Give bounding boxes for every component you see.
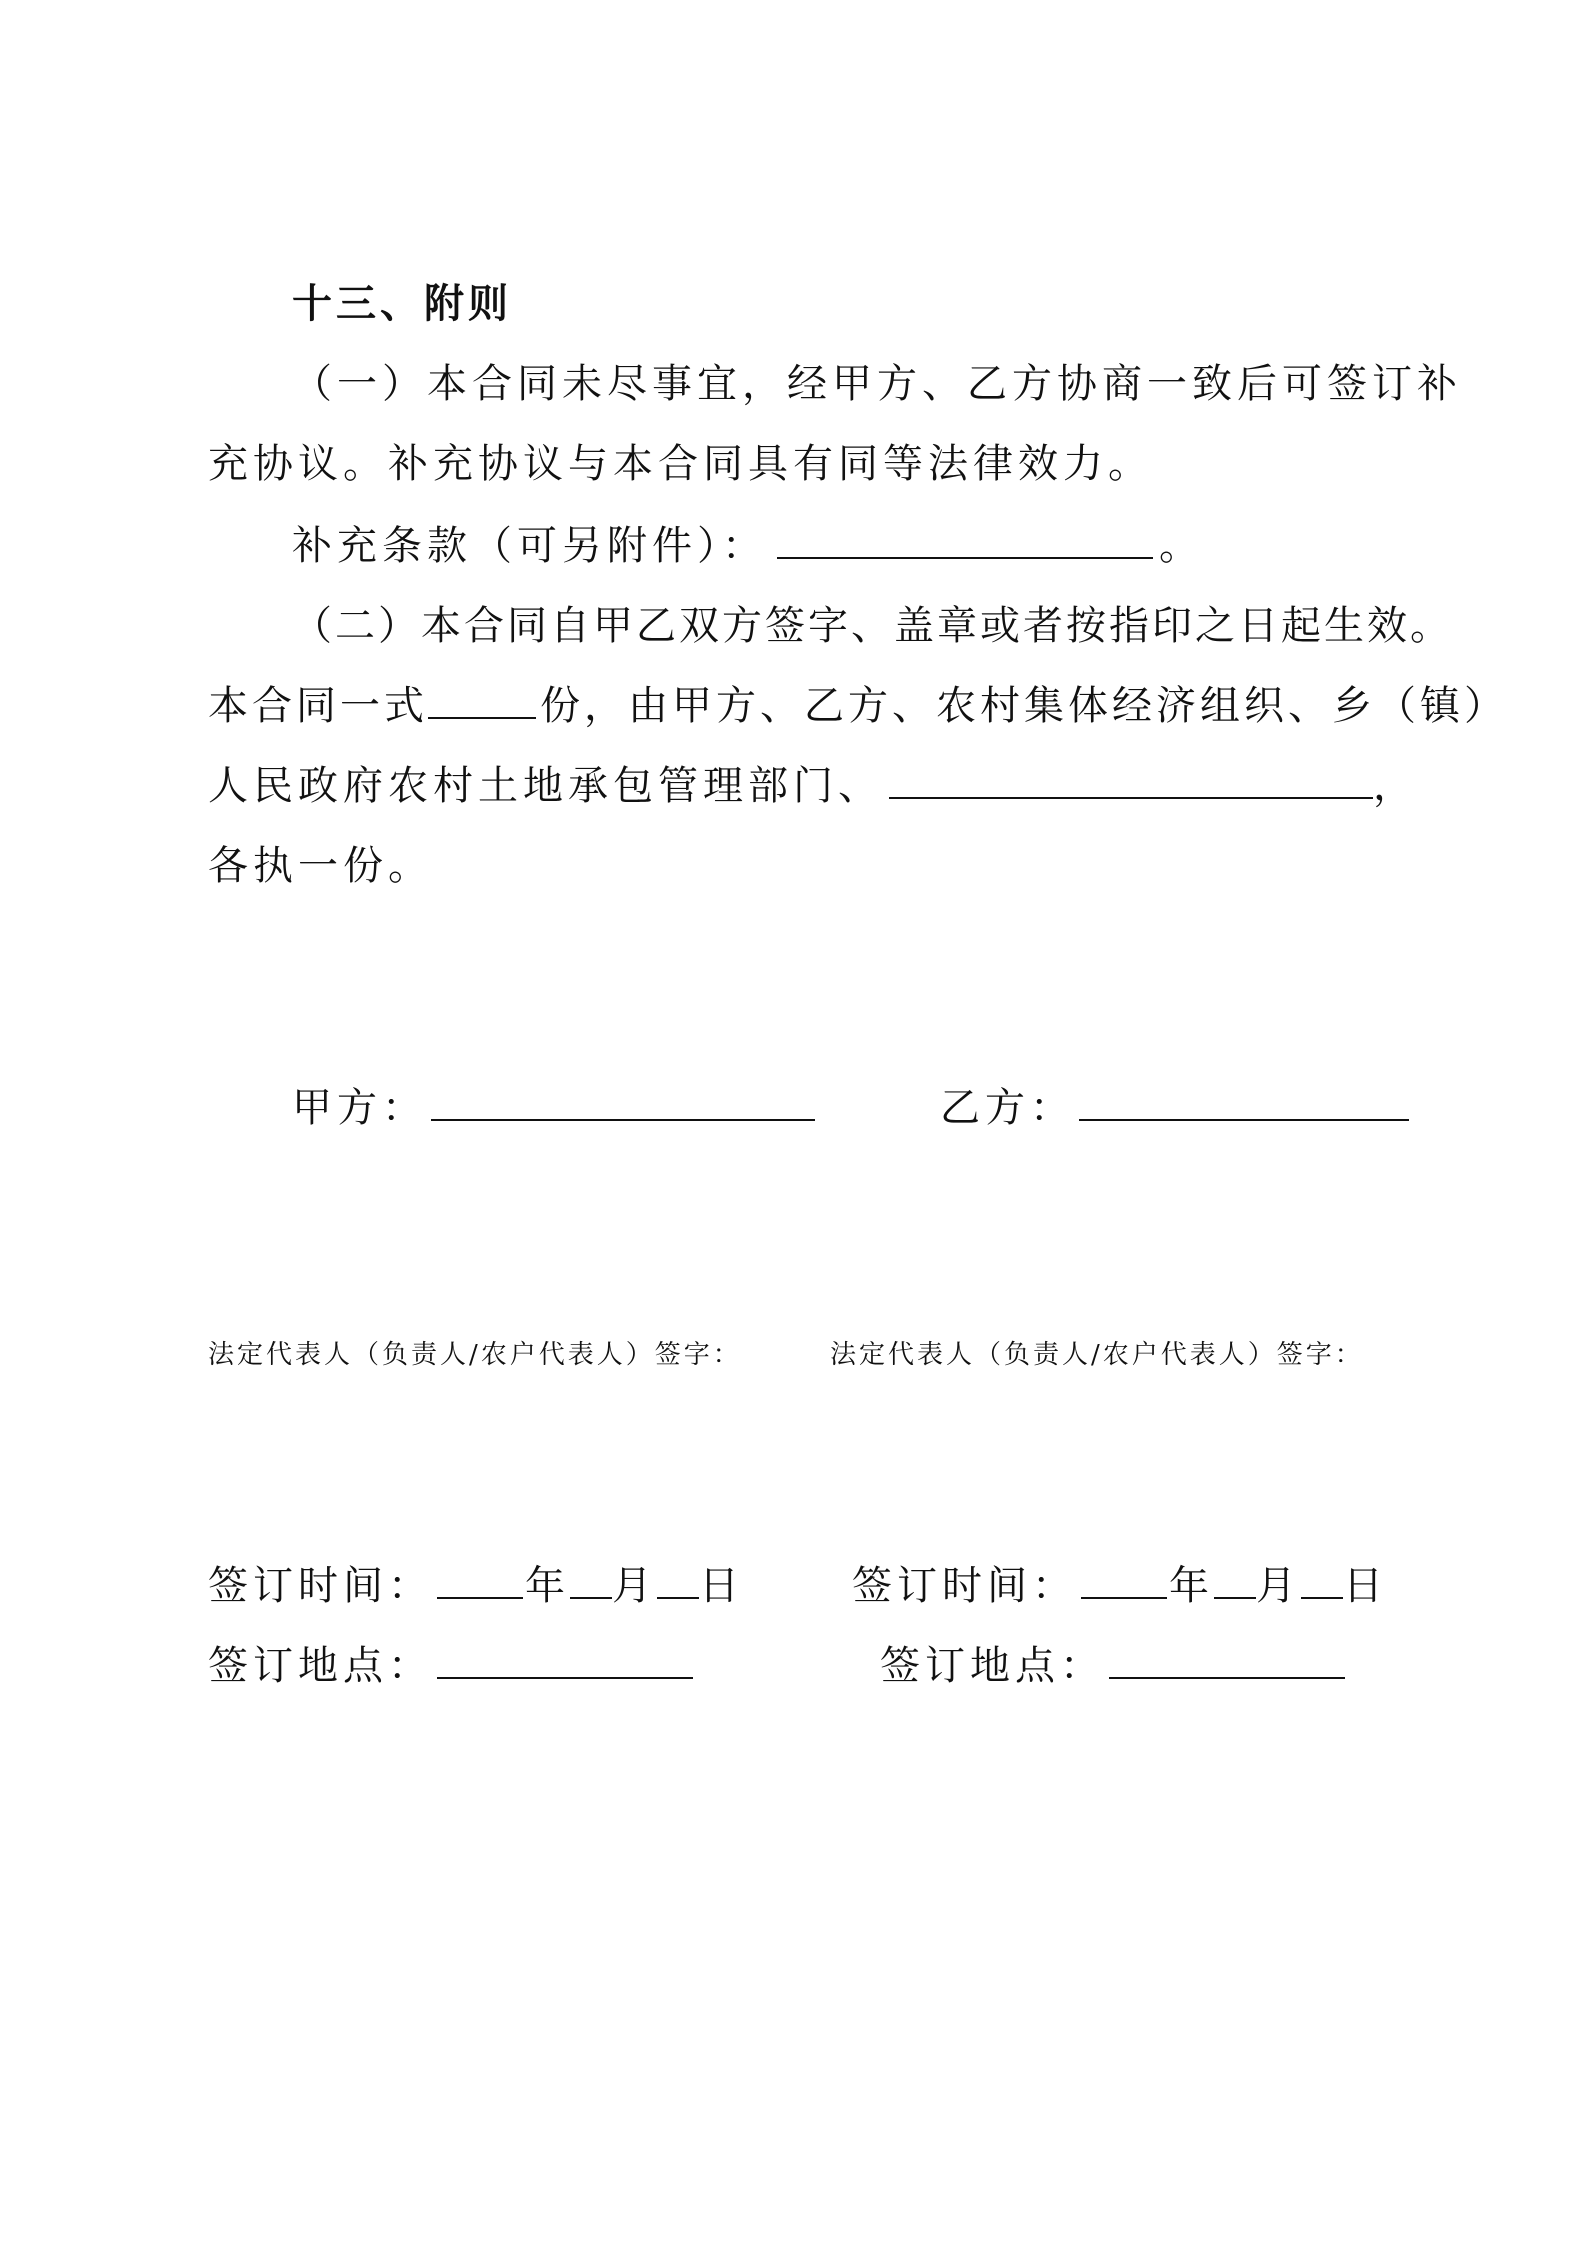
sign-place-label: 签订地点： — [208, 1643, 433, 1689]
month-blank[interactable] — [570, 1561, 612, 1599]
day-blank[interactable] — [657, 1561, 699, 1599]
party-b-blank[interactable] — [1079, 1083, 1409, 1121]
clause-2-line-3-start: 人民政府农村土地承包管理部门、 — [208, 763, 883, 809]
year-blank[interactable] — [437, 1561, 523, 1599]
sign-date-label: 签订时间： — [852, 1563, 1077, 1609]
clause-2-line-4: 各执一份。 — [208, 843, 433, 889]
party-a-sign-place — [208, 1640, 693, 1692]
supplement-end: 。 — [1159, 523, 1204, 569]
party-b-sign-date — [852, 1560, 1388, 1612]
clause-1-line-1: （一）本合同未尽事宜，经甲方、乙方协商一致后可签订补 — [292, 361, 1462, 407]
party-a-blank[interactable] — [431, 1083, 815, 1121]
year-label: 年 — [1169, 1563, 1214, 1609]
clause-2-line-3-end: ， — [1373, 763, 1418, 809]
copies-blank[interactable] — [428, 681, 536, 719]
party-a-signature-label: 法定代表人（负责人/农户代表人）签字： — [208, 1340, 742, 1370]
year-label: 年 — [525, 1563, 570, 1609]
day-label: 日 — [1343, 1563, 1388, 1609]
month-blank[interactable] — [1214, 1561, 1256, 1599]
clause-2-line-2-start: 本合同一式 — [208, 683, 428, 729]
other-party-blank[interactable] — [889, 761, 1373, 799]
supplement-blank[interactable] — [777, 521, 1153, 559]
month-label: 月 — [1256, 1563, 1301, 1609]
clause-2-line-1: （二）本合同自甲乙双方签字、盖章或者按指印之日起生效。 — [292, 603, 1453, 649]
clause-2-line-3 — [208, 760, 1418, 812]
clause-1-line-2: 充协议。补充协议与本合同具有同等法律效力。 — [208, 441, 1153, 487]
sign-date-label: 签订时间： — [208, 1563, 433, 1609]
place-blank[interactable] — [437, 1641, 693, 1679]
clause-2-line-2 — [208, 680, 1508, 732]
party-b-label: 乙方： — [940, 1085, 1075, 1131]
supplement-label: 补充条款（可另附件）： — [292, 523, 767, 569]
place-blank[interactable] — [1109, 1641, 1345, 1679]
month-label: 月 — [612, 1563, 657, 1609]
year-blank[interactable] — [1081, 1561, 1167, 1599]
party-a-sign-date — [208, 1560, 744, 1612]
party-a-label: 甲方： — [292, 1085, 427, 1131]
clause-2-line-2-end: 份，由甲方、乙方、农村集体经济组织、乡（镇） — [540, 683, 1508, 729]
sign-place-label: 签订地点： — [880, 1643, 1105, 1689]
section-title: 十三、附则 — [292, 281, 512, 327]
day-blank[interactable] — [1301, 1561, 1343, 1599]
party-b-sign-place — [880, 1640, 1345, 1692]
party-a-row — [292, 1082, 815, 1134]
supplement-row — [292, 520, 1204, 572]
day-label: 日 — [699, 1563, 744, 1609]
party-b-row — [940, 1082, 1409, 1134]
party-b-signature-label: 法定代表人（负责人/农户代表人）签字： — [830, 1340, 1364, 1370]
